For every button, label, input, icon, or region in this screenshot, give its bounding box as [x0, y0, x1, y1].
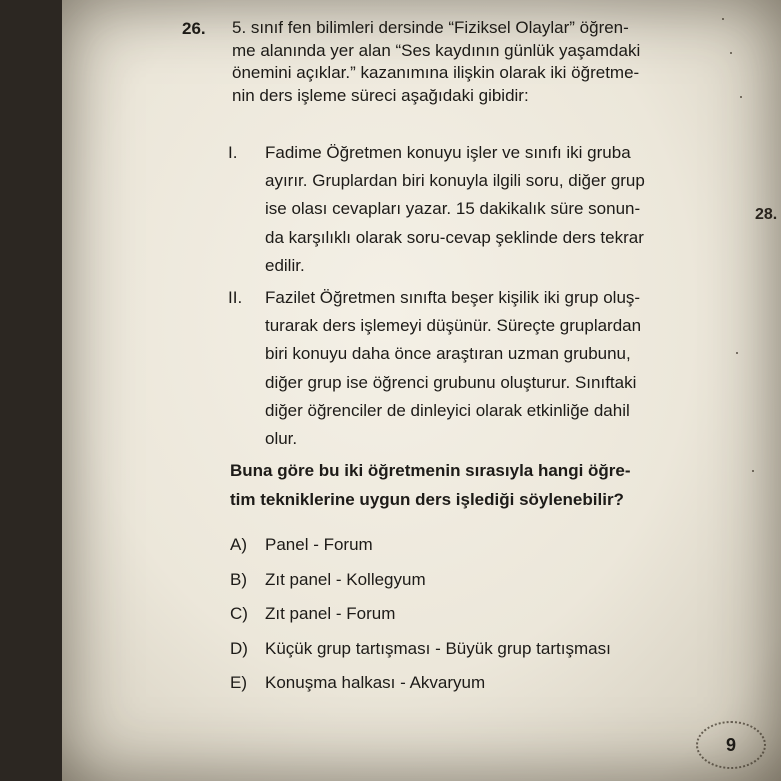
- page-number-badge: [696, 721, 766, 769]
- paper-speck: [752, 470, 754, 472]
- case-line: Fazilet Öğretmen sınıfta beşer kişilik iki grup oluş-: [265, 288, 641, 307]
- paper-speck: [730, 52, 732, 54]
- option-text: Zıt panel - Forum: [265, 604, 396, 623]
- case-line: da karşılıklı olarak soru-cevap şeklinde ders tekrar: [265, 227, 644, 247]
- paper-speck: [740, 96, 742, 98]
- paper-speck: [736, 352, 738, 354]
- stem-line: önemini açıklar.” kazanımına ilişkin olarak iki öğretme-: [232, 63, 640, 82]
- page-number: 9: [725, 734, 736, 755]
- case-roman-numeral: II.: [228, 288, 243, 307]
- prompt-line: tim tekniklerine uygun ders işlediği söylenebilir?: [230, 489, 624, 509]
- case-roman-numeral: I.: [228, 143, 238, 162]
- case-line: turarak ders işlemeyi düşünür. Süreçte gruplardan: [265, 316, 642, 336]
- paper-speck: [722, 18, 724, 20]
- option-c[interactable]: [230, 600, 710, 635]
- option-letter: A): [230, 535, 247, 554]
- option-letter: E): [230, 673, 247, 692]
- case-line: diğer öğrenciler de dinleyici olarak etkinliğe dahil: [265, 400, 630, 420]
- answer-options: [230, 531, 710, 704]
- case-text: [265, 139, 710, 280]
- option-a[interactable]: [230, 531, 710, 566]
- case-line: ise olası cevapları yazar. 15 dakikalık süre sonun-: [265, 199, 641, 219]
- option-text: Panel - Forum: [265, 535, 373, 554]
- question-number: 26.: [182, 19, 206, 38]
- option-e[interactable]: [230, 669, 710, 704]
- option-text: Zıt panel - Kollegyum: [265, 569, 426, 589]
- stem-line: 5. sınıf fen bilimleri dersinde “Fiziksel Olaylar” öğren-: [232, 18, 629, 37]
- option-letter: C): [230, 604, 248, 623]
- option-letter: B): [230, 569, 247, 589]
- option-b[interactable]: [230, 566, 710, 601]
- case-line: diğer grup ise öğrenci grubunu oluşturur. Sınıftaki: [265, 372, 637, 392]
- stem-line: me alanında yer alan “Ses kaydının günlük yaşamdaki: [232, 40, 641, 60]
- question-stem: [232, 17, 712, 107]
- prompt-line: Buna göre bu iki öğretmenin sırasıyla hangi öğre-: [230, 461, 631, 480]
- option-text: Konuşma halkası - Akvaryum: [265, 673, 486, 692]
- case-line: ayırır. Gruplardan biri konuyla ilgili soru, diğer grup: [265, 171, 645, 191]
- stem-line: nin ders işleme süreci aşağıdaki gibidir:: [232, 85, 529, 105]
- question-prompt: [230, 457, 715, 514]
- case-line: edilir.: [265, 255, 305, 275]
- option-text: Küçük grup tartışması - Büyük grup tartışması: [265, 638, 611, 658]
- case-line: Fadime Öğretmen konuyu işler ve sınıfı iki gruba: [265, 143, 631, 162]
- option-d[interactable]: [230, 635, 710, 670]
- next-question-number: 28.: [755, 206, 778, 223]
- case-line: biri konuyu daha önce araştıran uzman grubunu,: [265, 344, 631, 364]
- case-text: [265, 284, 710, 453]
- case-line: olur.: [265, 429, 298, 449]
- option-letter: D): [230, 638, 248, 658]
- document-page: [62, 0, 781, 781]
